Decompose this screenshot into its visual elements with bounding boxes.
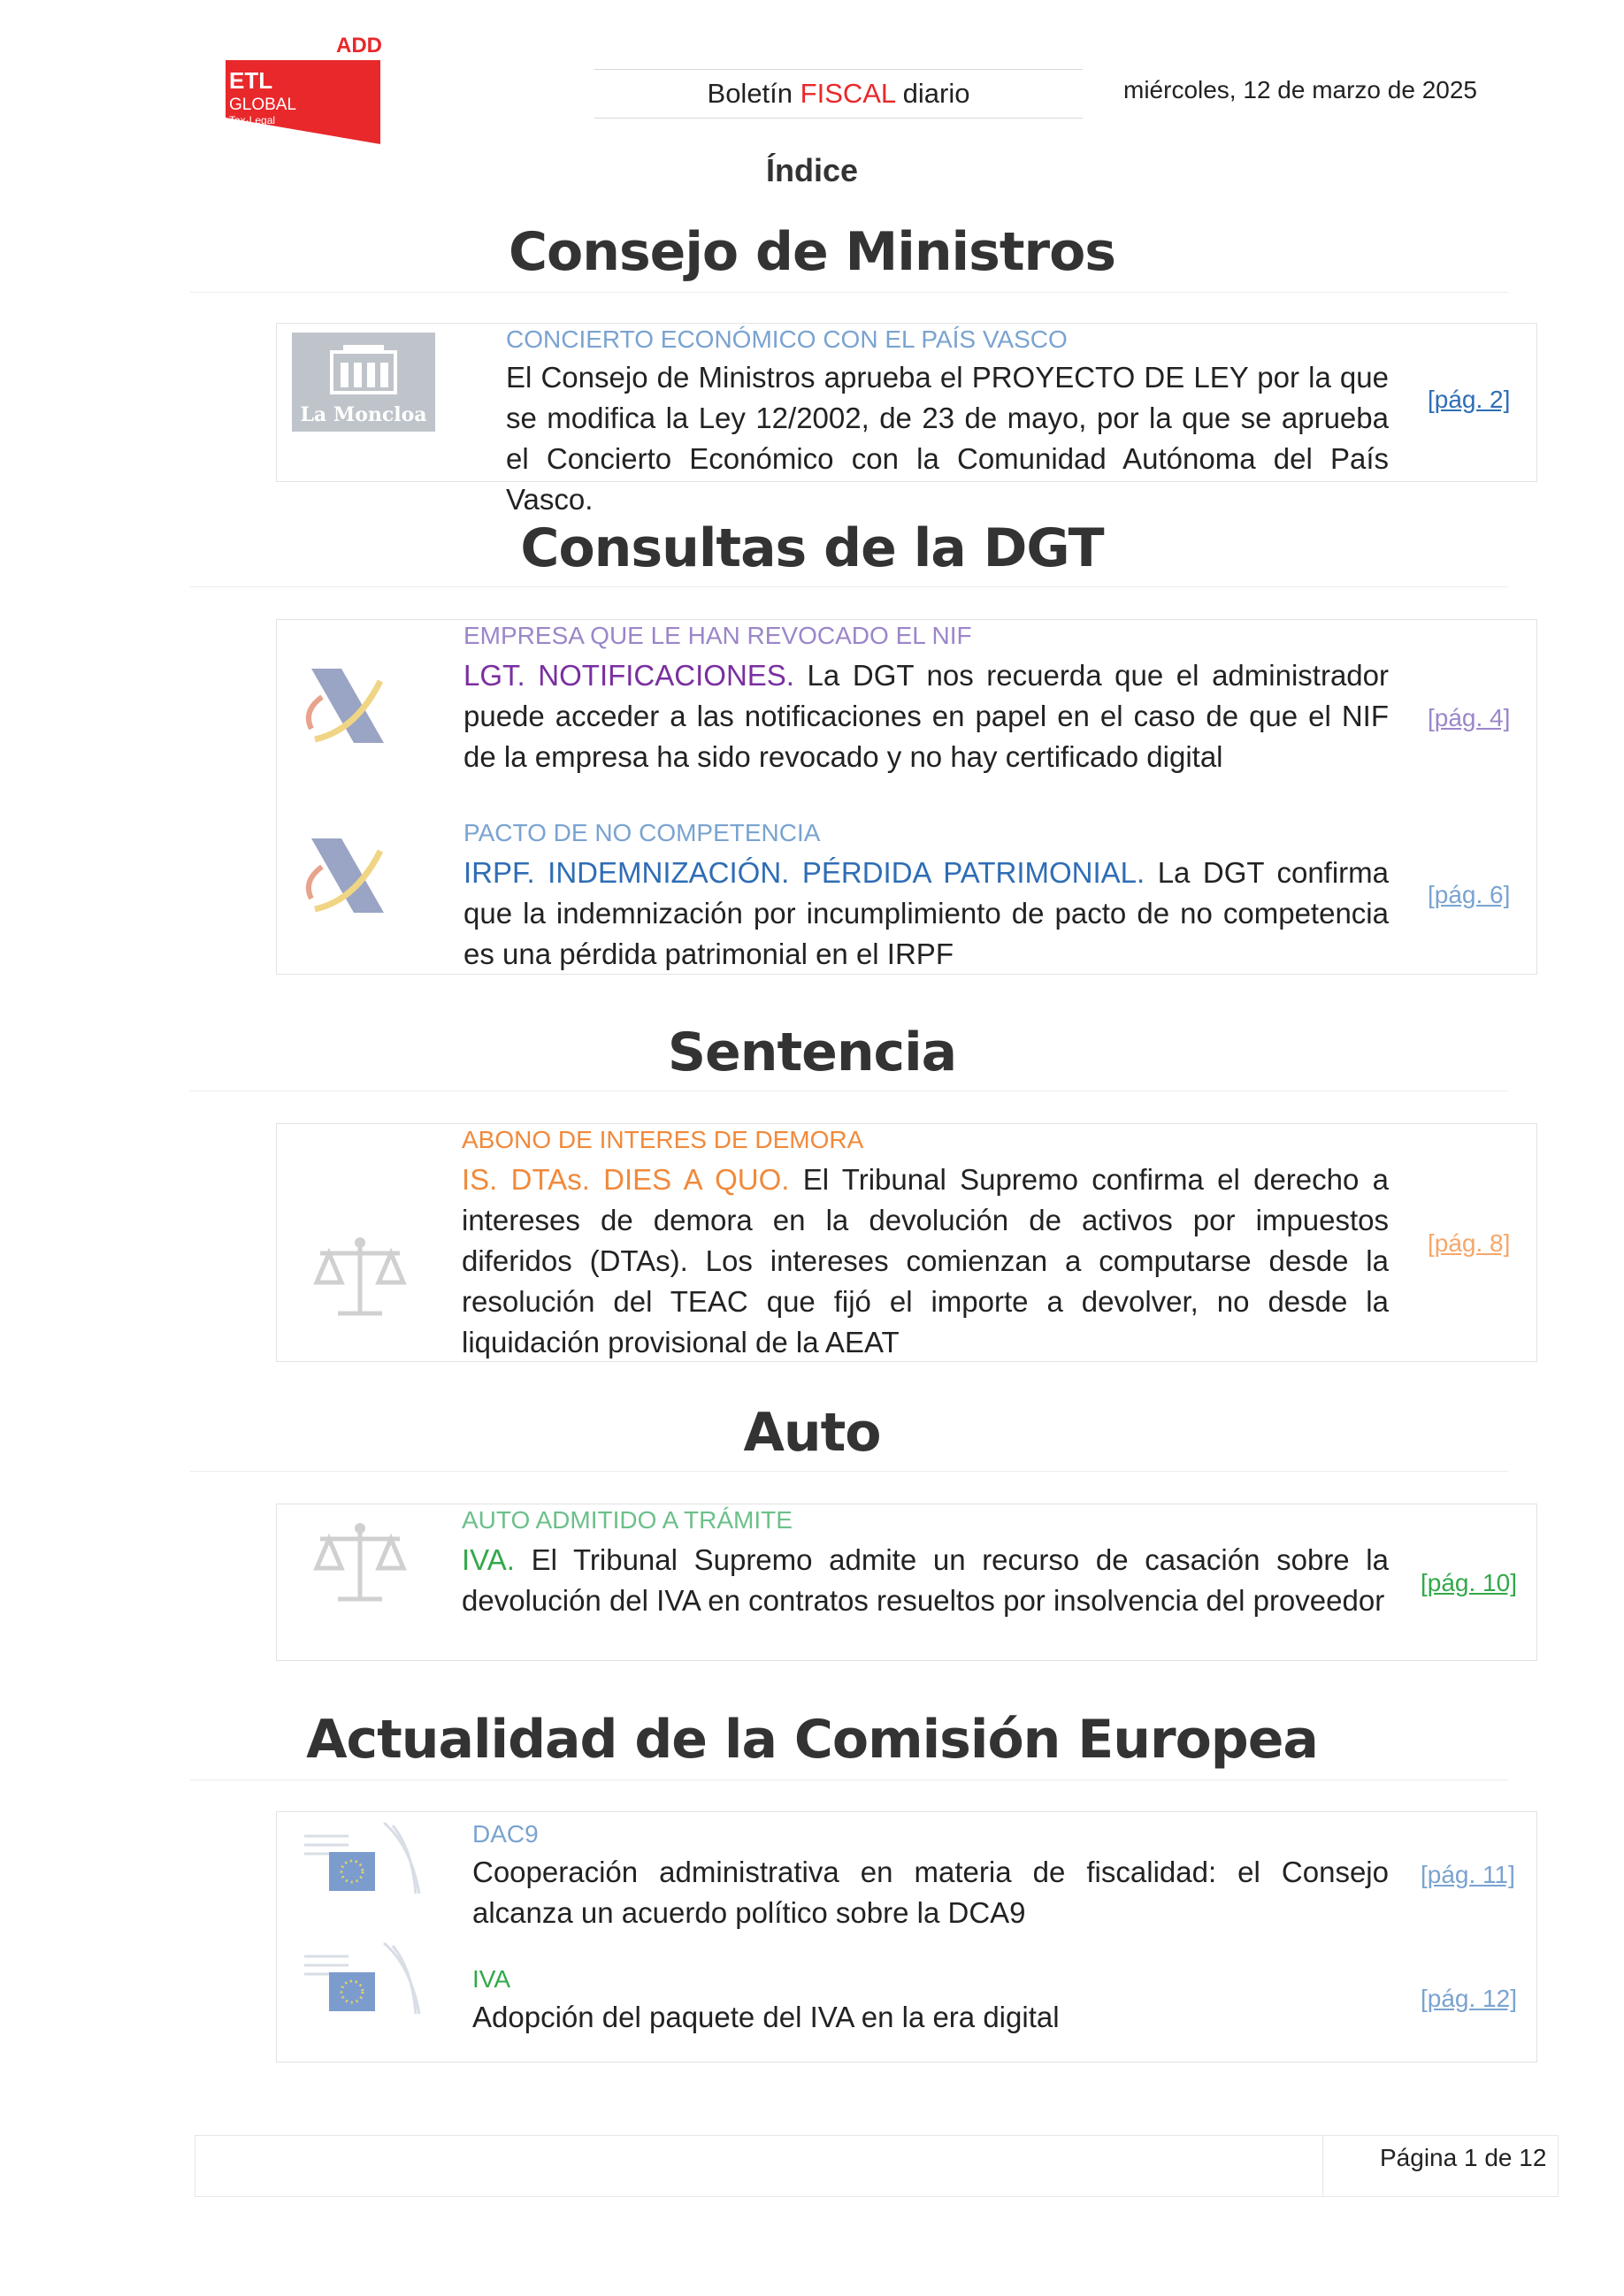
entry-text-body: Adopción del paquete del IVA en la era digital	[472, 2001, 1060, 2033]
entry-lead: IVA.	[462, 1543, 515, 1576]
entry-tag: DAC9	[472, 1820, 539, 1848]
entry-text	[462, 1159, 1389, 1363]
section-title-comision: Actualidad de la Comisión Europea	[306, 1709, 1318, 1771]
section-title-sentencia: Sentencia	[667, 1022, 957, 1083]
page-link-10[interactable]: [pág. 10]	[1421, 1569, 1517, 1596]
entry-lead: IS. DTAs. DIES A QUO.	[462, 1163, 790, 1196]
moncloa-logo	[292, 333, 435, 432]
entry-tag: PACTO DE NO COMPETENCIA	[463, 819, 821, 846]
entry-tag: ABONO DE INTERES DE DEMORA	[462, 1126, 864, 1153]
bulletin-title-pre: Boletín	[707, 78, 801, 109]
page-link-4[interactable]: [pág. 4]	[1428, 704, 1511, 731]
page-number: Página 1 de 12	[1380, 2144, 1547, 2171]
footer-divider	[1322, 2135, 1323, 2195]
bulletin-title-fiscal: FISCAL	[800, 78, 896, 109]
entry-text	[463, 655, 1389, 777]
entry-text	[463, 853, 1389, 975]
logo-add-text: ADD	[336, 34, 382, 57]
section-title-auto: Auto	[743, 1402, 881, 1464]
section-title-dgt: Consultas de la DGT	[520, 517, 1104, 579]
entry-text	[506, 357, 1389, 520]
entry-text	[472, 1852, 1389, 1933]
entry-lead: IRPF. INDEMNIZACIÓN. PÉRDIDA PATRIMONIAL.	[463, 856, 1145, 889]
logo-global-text: GLOBAL	[229, 96, 297, 114]
agencia-tributaria-icon	[295, 662, 393, 754]
entry-lead: LGT. NOTIFICACIONES.	[463, 659, 794, 692]
index-title: Índice	[765, 152, 859, 188]
footer-box	[195, 2135, 1559, 2197]
entry-text-body: La DGT confirma que la indemnización por incumplimiento de pacto de no competencia es una pérdida patrimonial en el IRPF	[463, 856, 1390, 970]
page-link-11[interactable]: [pág. 11]	[1421, 1861, 1515, 1888]
page-link-2[interactable]: [pág. 2]	[1428, 386, 1511, 413]
entry-text	[472, 1997, 1389, 2038]
moncloa-caption: La Moncloa	[300, 403, 427, 426]
page-link-12[interactable]: [pág. 12]	[1421, 1985, 1517, 2012]
european-commission-logo-icon	[295, 1818, 428, 1902]
entry-tag: IVA	[472, 1965, 511, 1993]
entry-text-body: El Consejo de Ministros aprueba el PROYECTO DE LEY por la que se modifica la Ley 12/2002, de 23 de mayo, por la que se aprueba el Concierto Económico con la Comunidad Autónoma del País Vasco.	[506, 361, 1389, 516]
agencia-tributaria-icon	[295, 831, 393, 924]
entry-text-body: Cooperación administrativa en materia de fiscalidad: el Consejo alcanza un acuerdo político sobre la DCA9	[472, 1856, 1389, 1929]
scales-of-justice-icon	[311, 1519, 409, 1612]
european-commission-logo-icon	[295, 1939, 428, 2023]
section-divider	[190, 586, 1508, 587]
section-divider	[190, 1471, 1508, 1472]
entry-tag: CONCIERTO ECONÓMICO CON EL PAÍS VASCO	[506, 325, 1068, 353]
entry-text-body: La DGT nos recuerda que el administrador puede acceder a las notificaciones en papel en el caso de que el NIF de la empresa ha sido revocado y no hay certificado digital	[463, 659, 1389, 773]
page-link-6[interactable]: [pág. 6]	[1428, 881, 1511, 908]
section-divider	[190, 1779, 1508, 1780]
entry-text	[462, 1540, 1389, 1621]
section-divider	[190, 292, 1508, 293]
page-link-8[interactable]: [pág. 8]	[1428, 1229, 1511, 1257]
moncloa-building-icon	[292, 333, 435, 403]
entry-text-body: El Tribunal Supremo confirma el derecho a intereses de demora en la devolución de activos por impuestos diferidos (DTAs). Los intereses comienzan a computarse desde la resolución del TEAC que fijó el importe a devolver, no desde la liquidación provisional de la AEAT	[462, 1163, 1389, 1358]
entry-text-body: El Tribunal Supremo admite un recurso de casación sobre la devolución del IVA en contratos resueltos por insolvencia del proveedor	[462, 1543, 1389, 1617]
logo-taxlegal-text: Tax·Legal	[229, 114, 276, 126]
section-title-consejo: Consejo de Ministros	[508, 221, 1116, 283]
logo-etl-text: ETL	[229, 67, 273, 94]
bulletin-title	[594, 69, 1083, 119]
bulletin-title-post: diario	[895, 78, 970, 109]
scales-of-justice-icon	[311, 1234, 409, 1327]
header-date: miércoles, 12 de marzo de 2025	[1123, 76, 1477, 103]
entry-tag: AUTO ADMITIDO A TRÁMITE	[462, 1506, 793, 1534]
entry-tag: EMPRESA QUE LE HAN REVOCADO EL NIF	[463, 622, 972, 649]
